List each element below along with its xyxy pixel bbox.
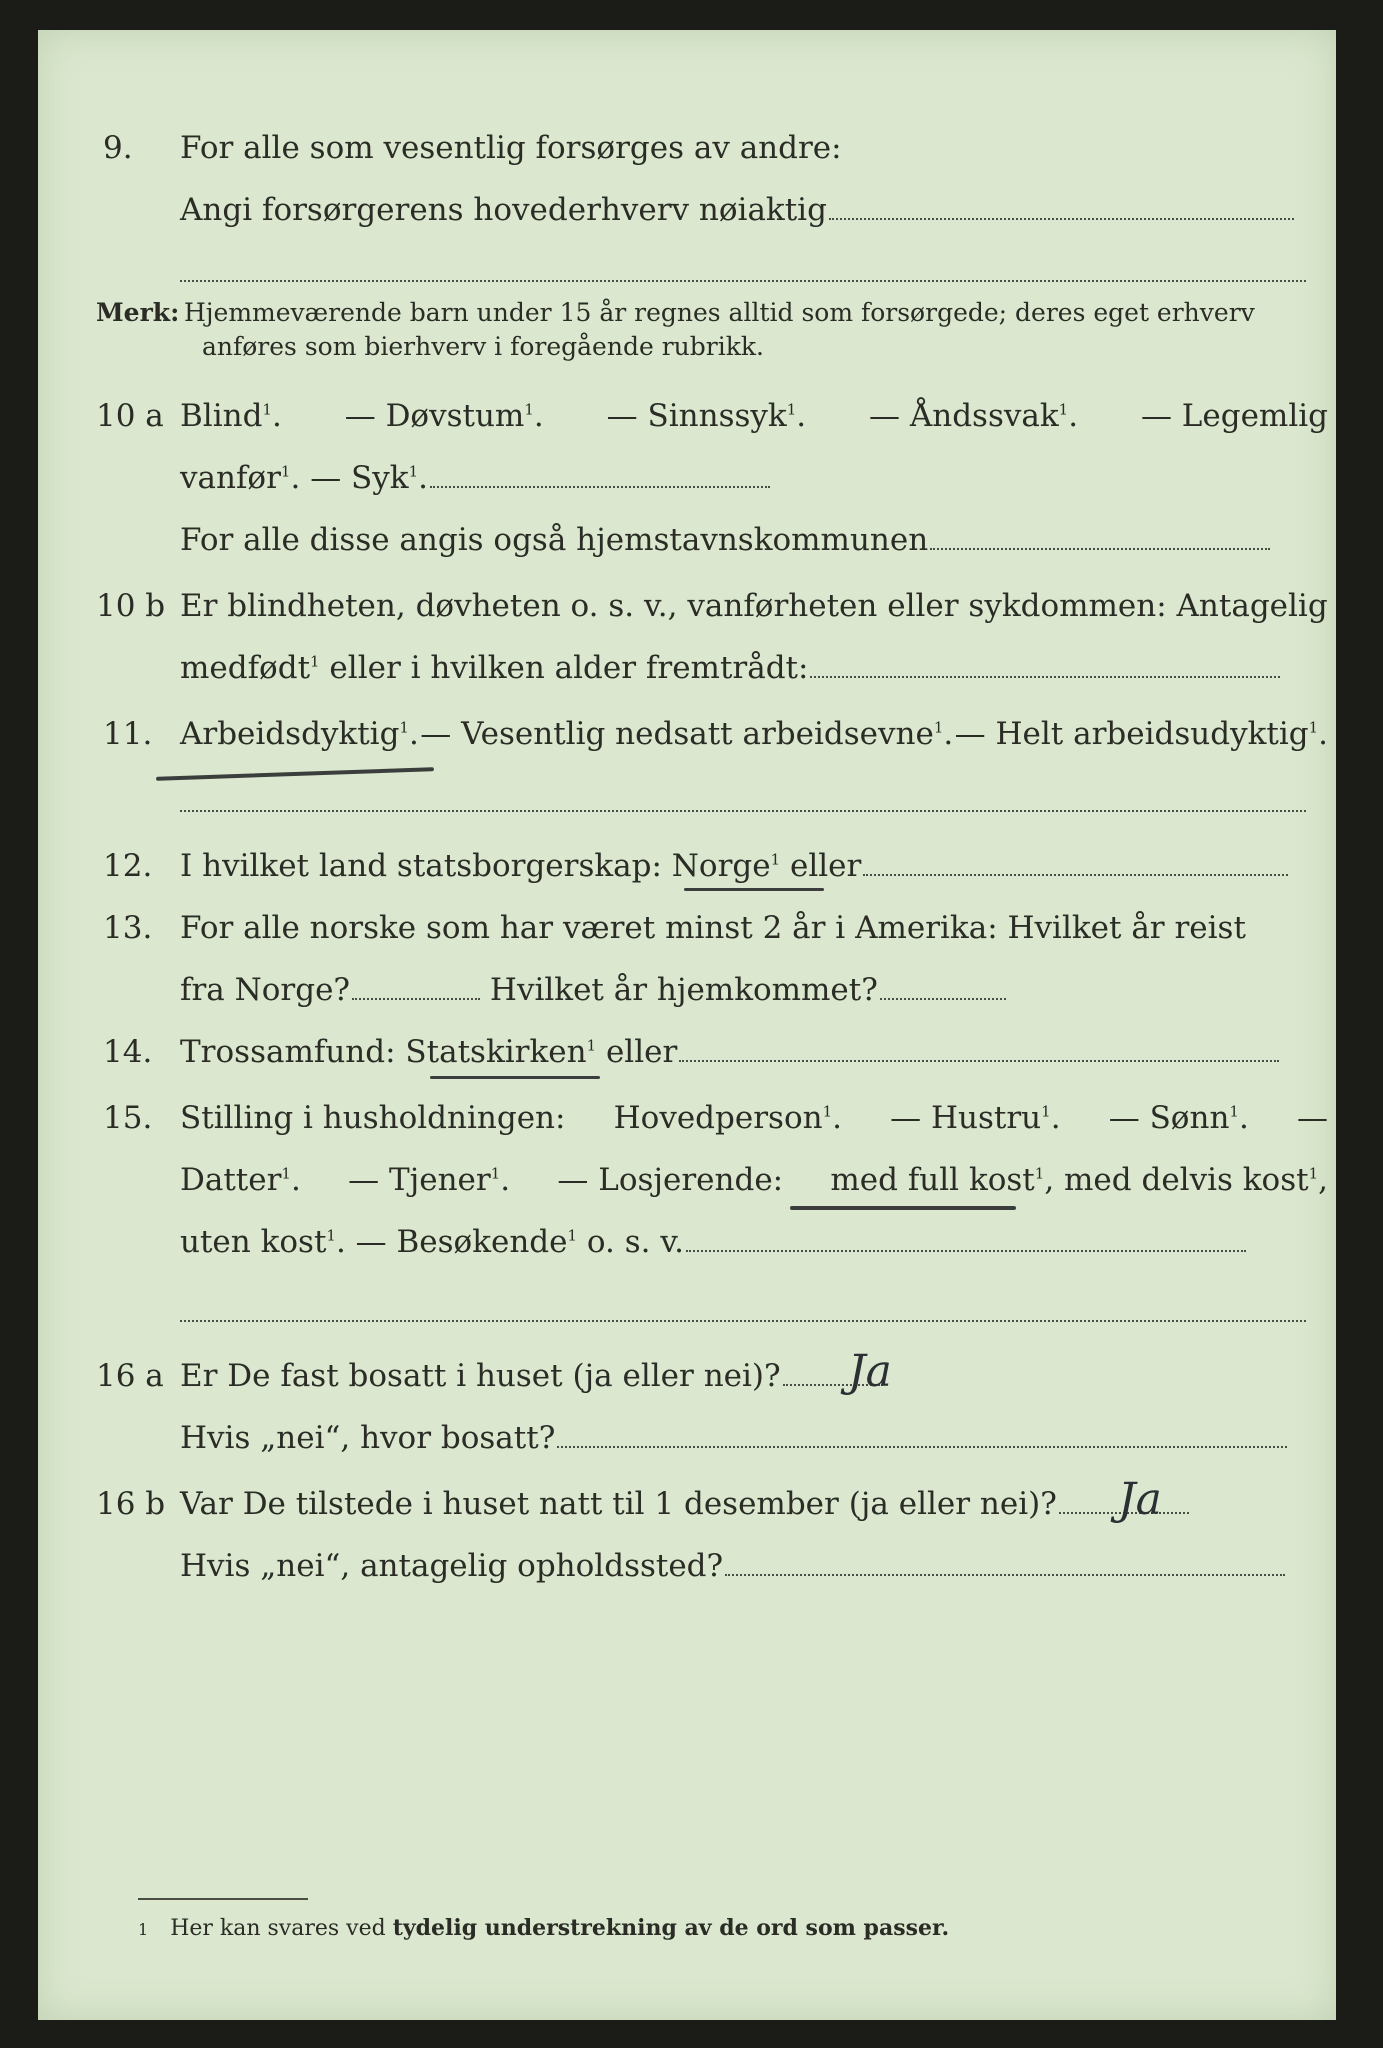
- q15-line-3: uten kost$^1$. — Besøkende$^1$ o. s. v.: [180, 1224, 1246, 1260]
- q10a-line-2: vanfør$^1$. — Syk$^1$.: [180, 460, 770, 496]
- q12-line: I hvilket land statsborgerskap: Norge$^1$ eller: [180, 848, 1288, 884]
- q16b-line-1: Var De tilstede i huset natt til 1 desember (ja eller nei)?: [180, 1486, 1189, 1522]
- q15-answer-line: [180, 1320, 1306, 1322]
- q16b-handwritten-answer: Ja: [1118, 1474, 1162, 1525]
- opt-full-kost: med full kost$^1$, med delvis kost$^1$,: [830, 1162, 1328, 1198]
- q13-number: 13.: [103, 910, 153, 946]
- q9-answer-line: [180, 280, 1306, 282]
- opt-nedsatt: — Vesentlig nedsatt arbeidsevne$^1$.: [420, 716, 954, 752]
- handwritten-underline-norge: [684, 888, 824, 891]
- merk-line-2: anføres som bierhverv i foregående rubrikk.: [202, 332, 764, 361]
- q15-number: 15.: [103, 1100, 153, 1136]
- merk-line-1: Hjemmeværende barn under 15 år regnes alltid som forsørgede; deres eget erhverv: [184, 298, 1255, 327]
- q10b-number: 10 b: [96, 588, 166, 624]
- opt-legemlig: — Legemlig: [1140, 398, 1328, 434]
- q13-line-1: For alle norske som har været minst 2 år i Amerika: Hvilket år reist: [180, 910, 1246, 946]
- q11-number: 11.: [103, 716, 153, 752]
- q9-number: 9.: [103, 130, 133, 166]
- q15-line-1: Stilling i husholdningen: Hovedperson$^1$. — Hustru$^1$. — Sønn$^1$. —: [180, 1100, 1328, 1136]
- q10a-line-3: For alle disse angis også hjemstavnskommunen: [180, 522, 1270, 558]
- opt-andssvak: — Åndssvak$^1$.: [869, 398, 1079, 434]
- footnote-rule: [138, 1898, 308, 1900]
- handwritten-underline-full-kost: [790, 1206, 1016, 1210]
- q14-line: Trossamfund: Statskirken$^1$ eller: [180, 1034, 1279, 1070]
- opt-sinnssyk: — Sinnssyk$^1$.: [606, 398, 807, 434]
- q10a-number: 10 a: [96, 398, 164, 434]
- merk-label: Merk:: [96, 298, 180, 327]
- q16a-handwritten-answer: Ja: [848, 1346, 892, 1397]
- opt-tjener: — Tjener$^1$.: [348, 1162, 511, 1198]
- q10a-options: [180, 398, 1328, 434]
- q15-line-2: Datter$^1$. — Tjener$^1$. — Losjerende: med full kost$^1$, med delvis kost$^1$,: [180, 1162, 1328, 1198]
- q13-line-2: fra Norge? Hvilket år hjemkommet?: [180, 972, 1006, 1008]
- footnote: 1 Her kan svares ved tydelig understrekning av de ord som passer.: [138, 1915, 950, 1941]
- q10b-line-2: medfødt$^1$ eller i hvilken alder fremtrådt:: [180, 650, 1280, 686]
- opt-arbeidsdyktig: Arbeidsdyktig$^1$.: [180, 716, 419, 752]
- census-form-page: [38, 30, 1336, 2020]
- q12-number: 12.: [103, 848, 153, 884]
- opt-norge: Norge: [671, 848, 771, 884]
- opt-dovstum: — Døvstum$^1$.: [344, 398, 544, 434]
- q16a-line-1: Er De fast bosatt i huset (ja eller nei)?: [180, 1358, 883, 1394]
- q16b-number: 16 b: [96, 1486, 166, 1522]
- q10b-line-1: Er blindheten, døvheten o. s. v., vanførheten eller sykdommen: Antagelig: [180, 588, 1328, 624]
- q16a-number: 16 a: [96, 1358, 164, 1394]
- q9-line-1: For alle som vesentlig forsørges av andre:: [180, 130, 842, 166]
- opt-blind: Blind$^1$.: [180, 398, 282, 434]
- handwritten-underline-arbeidsdyktig: [156, 767, 434, 781]
- q14-number: 14.: [103, 1034, 153, 1070]
- q9-line-2: Angi forsørgerens hovederhverv nøiaktig: [180, 192, 1294, 228]
- q11-answer-line: [180, 810, 1306, 812]
- handwritten-underline-statskirken: [430, 1076, 600, 1079]
- q16a-line-2: Hvis „nei“, hvor bosatt?: [180, 1420, 1287, 1456]
- opt-statskirken: Statskirken: [405, 1034, 587, 1070]
- q16b-line-2: Hvis „nei“, antagelig opholdssted?: [180, 1548, 1285, 1584]
- opt-udyktig: — Helt arbeidsudyktig$^1$.: [954, 716, 1328, 752]
- q11-options: [180, 716, 1328, 752]
